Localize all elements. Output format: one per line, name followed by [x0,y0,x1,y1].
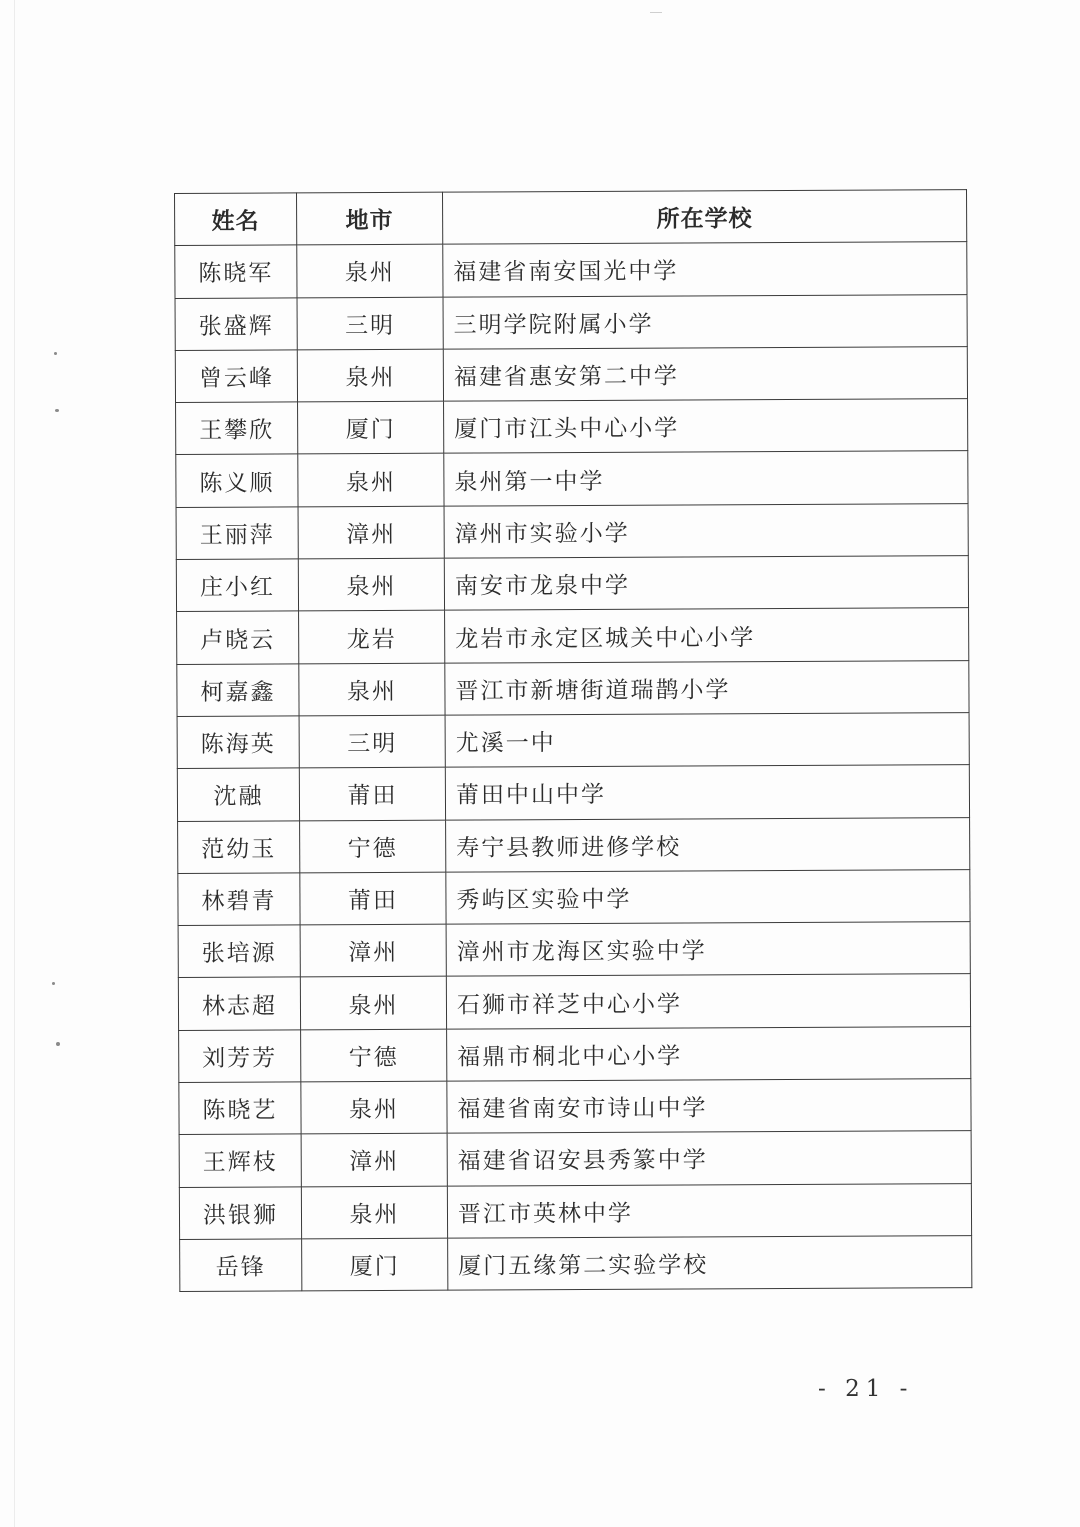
cell-name: 陈海英 [177,716,299,769]
cell-name: 林碧青 [178,873,300,926]
cell-city: 宁德 [301,1029,447,1082]
table-header [175,190,967,246]
cell-school: 寿宁县教师进修学校 [446,817,970,872]
cell-city: 龙岩 [299,611,445,664]
cell-city: 泉州 [297,349,443,402]
cell-city: 泉州 [301,1186,447,1239]
cell-school: 福建省南安市诗山中学 [447,1079,971,1134]
scan-speck [650,12,662,13]
table-row [179,1026,971,1082]
cell-city: 泉州 [297,244,443,297]
table-row [178,974,970,1030]
table-row [177,765,969,821]
cell-school: 龙岩市永定区城关中心小学 [445,608,969,663]
cell-name: 张盛辉 [175,297,297,350]
cell-school: 厦门五缘第二实验学校 [448,1236,972,1291]
cell-name: 洪银狮 [179,1187,301,1240]
cell-name: 陈义顺 [176,454,298,507]
cell-city: 三明 [299,715,445,768]
cell-school: 福建省诏安县秀篆中学 [447,1131,971,1186]
cell-name: 岳锋 [180,1239,302,1292]
table-row [175,294,967,350]
table-row [177,713,969,769]
table-row [175,242,967,298]
cell-school: 厦门市江头中心小学 [444,399,968,454]
header-school: 所在学校 [442,190,966,245]
cell-name: 王丽萍 [176,507,298,560]
scan-speck [52,982,55,985]
cell-city: 泉州 [299,663,445,716]
cell-school: 福建省惠安第二中学 [443,347,967,402]
cell-school: 漳州市龙海区实验中学 [446,922,970,977]
header-name: 姓名 [175,193,297,246]
table-row [180,1236,972,1292]
cell-city: 漳州 [301,1134,447,1187]
table-row [176,451,968,507]
table-row [176,556,968,612]
cell-school: 秀屿区实验中学 [446,869,970,924]
cell-city: 厦门 [298,401,444,454]
cell-name: 柯嘉鑫 [177,664,299,717]
table-body [175,242,972,1292]
roster-table [174,189,972,1292]
cell-school: 福鼎市桐北中心小学 [447,1026,971,1081]
cell-name: 陈晓艺 [179,1082,301,1135]
cell-school: 南安市龙泉中学 [444,556,968,611]
table-row [177,608,969,664]
cell-city: 莆田 [299,767,445,820]
table-row [179,1183,971,1239]
table-row [176,399,968,455]
table-row [175,347,967,403]
cell-city: 厦门 [302,1238,448,1291]
scan-speck [56,1042,60,1046]
cell-school: 石狮市祥芝中心小学 [446,974,970,1029]
cell-city: 漳州 [300,924,446,977]
cell-name: 卢晓云 [177,611,299,664]
cell-name: 曾云峰 [175,350,297,403]
cell-name: 张培源 [178,925,300,978]
cell-school: 泉州第一中学 [444,451,968,506]
cell-school: 莆田中山中学 [445,765,969,820]
cell-city: 三明 [297,297,443,350]
cell-name: 刘芳芳 [179,1030,301,1083]
cell-name: 范幼玉 [178,820,300,873]
scan-edge [14,0,15,1527]
table-row [178,869,970,925]
cell-name: 王辉枝 [179,1134,301,1187]
table-row [178,817,970,873]
cell-name: 庄小红 [176,559,298,612]
cell-school: 晋江市英林中学 [447,1183,971,1238]
cell-city: 漳州 [298,506,444,559]
table-row [178,922,970,978]
table-row [179,1079,971,1135]
cell-name: 陈晓军 [175,245,297,298]
cell-school: 晋江市新塘街道瑞鹊小学 [445,660,969,715]
page-number: - 21 - [818,1376,914,1402]
cell-name: 王攀欣 [176,402,298,455]
header-row [175,190,967,246]
cell-city: 泉州 [300,977,446,1030]
cell-school: 三明学院附属小学 [443,294,967,349]
cell-school: 福建省南安国光中学 [443,242,967,297]
cell-name: 林志超 [178,977,300,1030]
table-row [179,1131,971,1187]
table-row [177,660,969,716]
header-city: 地市 [297,192,443,245]
cell-city: 泉州 [298,454,444,507]
table-row [176,503,968,559]
scan-speck [54,352,57,355]
cell-school: 漳州市实验小学 [444,503,968,558]
cell-city: 泉州 [298,558,444,611]
cell-city: 宁德 [300,820,446,873]
cell-school: 尤溪一中 [445,713,969,768]
scan-speck [55,409,59,412]
cell-city: 莆田 [300,872,446,925]
cell-name: 沈融 [177,768,299,821]
cell-city: 泉州 [301,1081,447,1134]
